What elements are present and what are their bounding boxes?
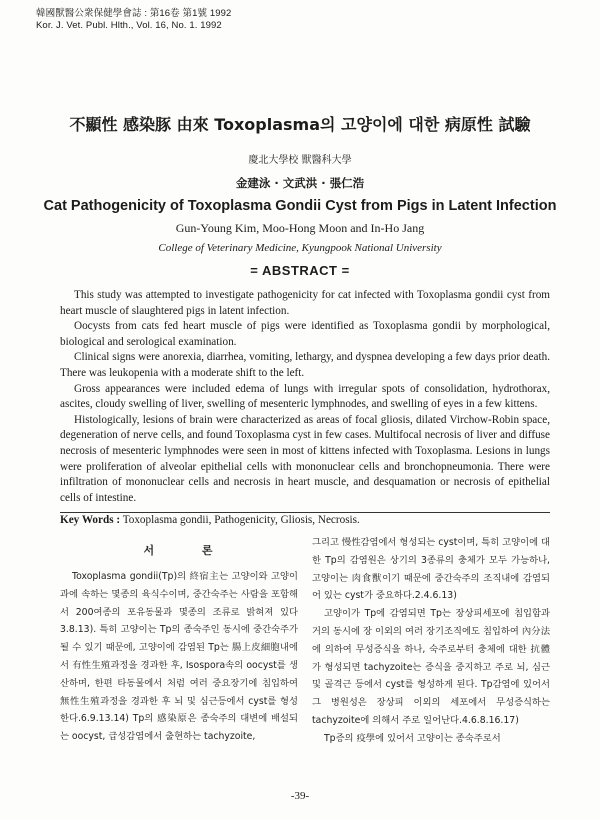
page-number: -39- <box>290 790 310 802</box>
body-column-left <box>60 534 298 746</box>
abstract-paragraph: Oocysts from cats fed heart muscle of pigs were identified as Toxoplasma gondii by morphological, biological and serological examination. <box>60 320 550 348</box>
keywords-text: Toxoplasma gondii, Pathogenicity, Gliosis, Necrosis. <box>120 514 360 526</box>
journal-header <box>36 8 231 32</box>
body-paragraph: 고양이가 Tp에 감염되면 Tp는 장상피세포에 침입함과 거의 동시에 장 이외의 여러 장기조직에도 침입하여 內分法에 의하여 무성증식을 하나, 숙주로부터 충체에 대한 抗體가 형성되면 tachyzoite는 증식을 중지하고 주로 뇌, 심근 및 골격근 등에서 cyst를 형성하게 된다. Tp감염에 있어서 그 병원성은 장상피 이외의 세포에서 무성증식하는 tachyzoite에 의해서 주로 일어난다.4.6.8.16.17) <box>312 608 550 726</box>
abstract-body <box>60 288 550 506</box>
abstract-paragraph: Histologically, lesions of brain were characterized as areas of focal gliosis, dilated Virchow-Robin space, degeneration of nerve cells, and found Toxoplasma cyst in few cases. Multifocal necrosis of liver and diffuse necrosis of mesenteric lymphnodes were seen in most of kittens infected with Toxoplasma. Lesions in lungs were proliferation of alveolar epithelial cells with mononuclear cells and bronchopneumonia. There were infiltration of mononuclear cells and necrosis in heart muscle, and desquamation or necrosis of epithelial cells of intestine. <box>60 413 550 504</box>
abstract-heading: = ABSTRACT = <box>250 263 350 278</box>
abstract-paragraph: Clinical signs were anorexia, diarrhea, vomiting, lethargy, and dyspnea developing a few days prior death. There was leukopenia with a moderate shift to the left. <box>60 351 550 379</box>
journal-line-english: Kor. J. Vet. Publ. Hlth., Vol. 16, No. 1. 1992 <box>36 20 222 31</box>
keywords-label: Key Words : <box>60 514 121 526</box>
body-column-right <box>312 534 550 748</box>
journal-line-korean: 韓國獸醫公衆保健學會誌 : 第16卷 第1號 1992 <box>36 8 232 19</box>
body-paragraph: 그리고 慢性감염에서 형성되는 cyst이며, 특히 고양이에 대한 Tp의 감염원은 상기의 3종류의 충체가 모두 가능하나, 고양이는 肉食獸이기 때문에 중간숙주의 조직내에 감염되어 있는 cyst가 중요하다.2.4.6.13) <box>312 537 550 602</box>
authors-korean: 金建泳 · 文武洪 · 張仁浩 <box>235 176 365 190</box>
title-english: Cat Pathogenicity of Toxoplasma Gondii Cyst from Pigs in Latent Infection <box>43 198 557 214</box>
abstract-paragraph: Gross appearances were included edema of lungs with irregular spots of consolidation, hydrothorax, ascites, cloudy swelling of liver, swelling of mesenteric lymphnodes, and swelling of eyes in a few kittens. <box>60 382 550 411</box>
title-korean: 不顯性 感染豚 由來 Toxoplasma의 고양이에 대한 病原性 試驗 <box>69 115 531 134</box>
abstract-paragraph: This study was attempted to investigate pathogenicity for cat infected with Toxoplasma gondii cyst from heart muscle of slaughtered pigs in latent infection. <box>60 289 550 317</box>
affiliation-korean: 慶北大學校 獸醫科大學 <box>248 155 352 166</box>
authors-english: Gun-Young Kim, Moo-Hong Moon and In-Ho Jang <box>175 221 425 235</box>
keywords-line <box>60 513 550 527</box>
body-paragraph: Tp증의 疫學에 있어서 고양이는 종숙주로서 <box>324 732 501 744</box>
section-heading-introduction: 서 론 <box>143 544 235 557</box>
affiliation-english: College of Veterinary Medicine, Kyungpook National University <box>158 242 442 254</box>
body-paragraph: Toxoplasma gondii(Tp)의 終宿主는 고양이와 고양이과에 속하는 몇종의 육식수이며, 중간숙주는 사람을 포함해서 200여종의 포유동물과 몇종의 조류로 밝혀져 있다3.8.13). 특히 고양이는 Tp의 종숙주인 동시에 중간숙주가 될 수 있기 때문에, 고양이에 감염된 Tp는 腸上皮細胞내에서 有性生殖과정을 경과한 후, Isospora속의 oocyst를 생산하며, 한편 타동물에서 처럼 여러 중요장기에 침입하여 無性生殖과정을 경과한 후 뇌 및 심근등에서 cyst를 형성한다.6.9.13.14) Tp의 感染原은 종숙주의 대변에 배설되는 oocyst, 급성감염에서 출현하는 tachyzoite, <box>60 571 298 743</box>
